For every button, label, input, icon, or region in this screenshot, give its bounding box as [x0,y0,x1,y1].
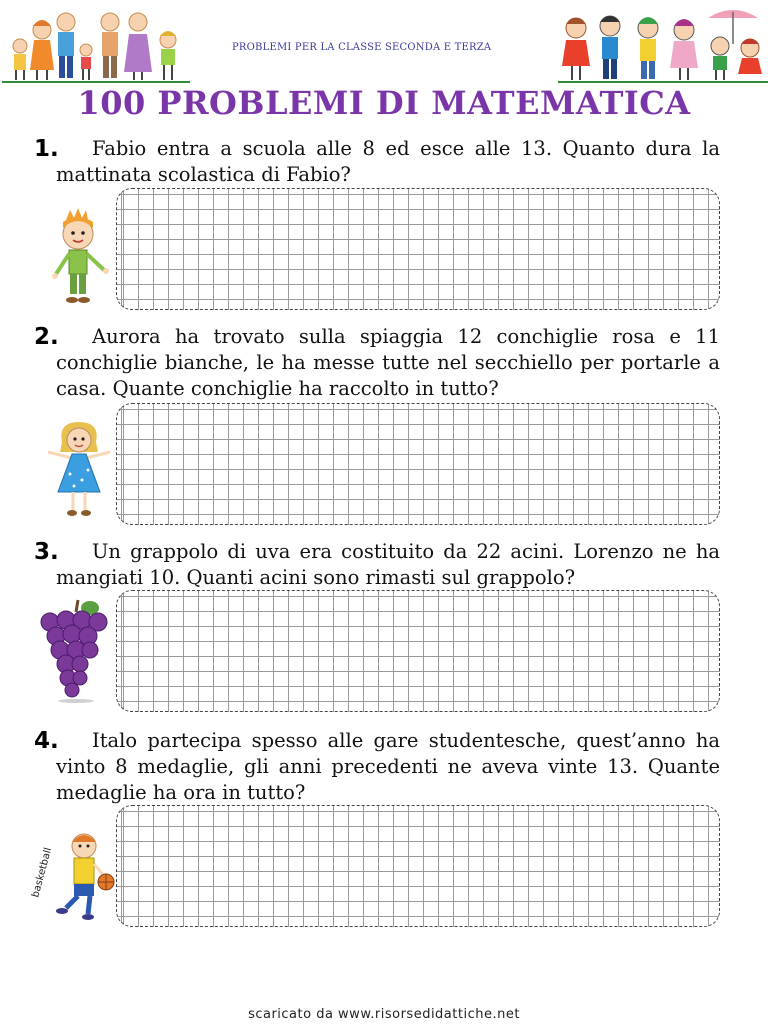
problem-text: Italo partecipa spesso alle gare studentesche, quest’anno ha vinto 8 medaglie, gli anni precedenti ne aveva vinte 13. Quante medaglie ha ora in tutto? [56,729,720,804]
problem-number: 2. [34,324,59,350]
page-title: 100 PROBLEMI DI MATEMATICA [77,84,691,122]
answer-grid-4[interactable] [116,805,720,927]
girl-icon [44,418,114,520]
answer-grid-3[interactable] [116,590,720,712]
problem-text: Aurora ha trovato sulla spiaggia 12 conchiglie rosa e 11 conchiglie bianche, le ha messe tutte nel secchiello per portarle a casa. Quante conchiglie ha raccolto in tutto? [56,325,720,400]
problem-text: Fabio entra a scuola alle 8 ed esce alle 13. Quanto dura la mattinata scolastica di Fabio? [56,137,720,186]
children-group-right-icon [558,4,768,84]
problem-number: 1. [34,136,59,162]
problem-number: 3. [34,539,59,565]
basketball-player-icon [22,826,122,922]
answer-grid-2[interactable] [116,403,720,525]
boy-icon [38,208,118,308]
footer-source: scaricato da www.risorsedidattiche.net [248,1007,520,1022]
header-caption: PROBLEMI PER LA CLASSE SECONDA E TERZA [232,42,492,53]
grapes-icon [38,598,112,704]
problem-text: Un grappolo di uva era costituito da 22 acini. Lorenzo ne ha mangiati 10. Quanti acini sono rimasti sul grappolo? [56,540,720,589]
problem-number: 4. [34,728,59,754]
illustration-label: basketball [30,846,55,899]
children-group-left-icon [2,4,190,84]
answer-grid-1[interactable] [116,188,720,310]
